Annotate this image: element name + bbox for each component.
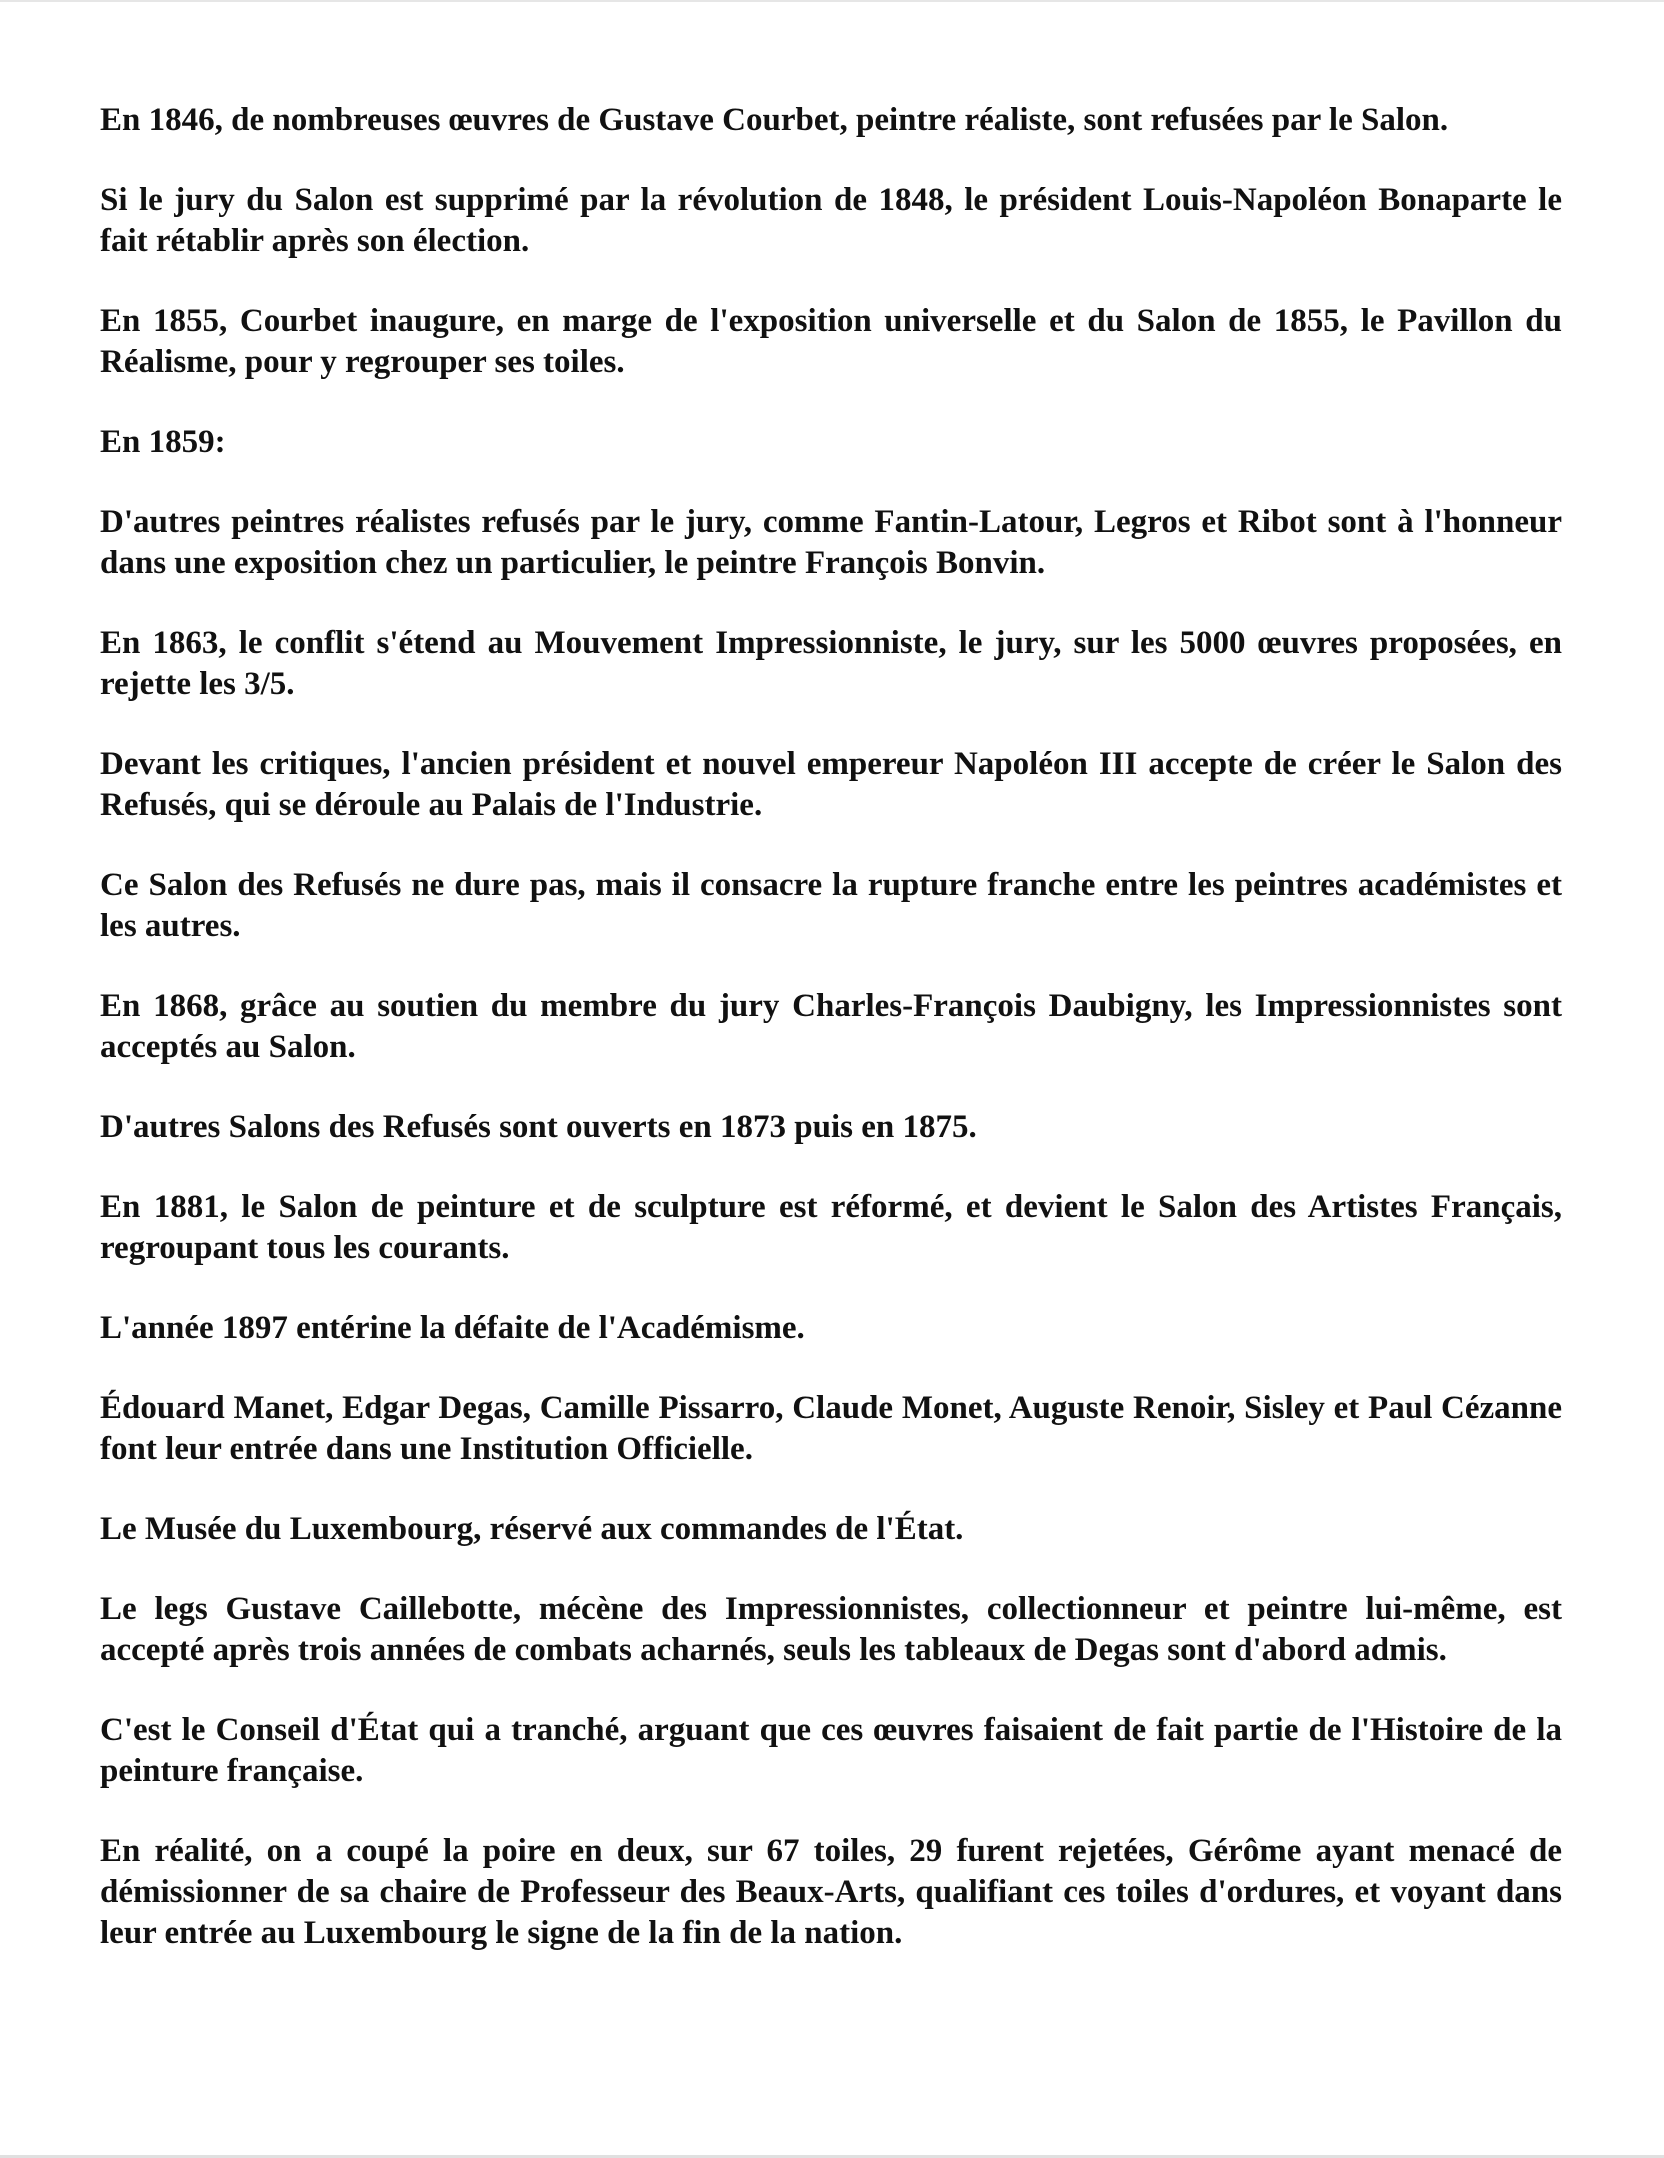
paragraph-1848: Si le jury du Salon est supprimé par la révolution de 1848, le président Louis-Napoléon Bonaparte le fait rétablir après son élection.	[100, 182, 1562, 259]
paragraph-musee-luxembourg: Le Musée du Luxembourg, réservé aux commandes de l'État.	[100, 1511, 964, 1547]
document-body	[100, 100, 1562, 1954]
paragraph-1859-heading: En 1859:	[100, 424, 226, 460]
paragraph-conseil-etat: C'est le Conseil d'État qui a tranché, arguant que ces œuvres faisaient de fait partie de l'Histoire de la peinture française.	[100, 1712, 1562, 1789]
paragraph-rupture: Ce Salon des Refusés ne dure pas, mais il consacre la rupture franche entre les peintres académistes et les autres.	[100, 867, 1562, 944]
paragraph-impressionists: Édouard Manet, Edgar Degas, Camille Pissarro, Claude Monet, Auguste Renoir, Sisley et Paul Cézanne font leur entrée dans une Institution Officielle.	[100, 1390, 1562, 1467]
paragraph-caillebotte: Le legs Gustave Caillebotte, mécène des Impressionnistes, collectionneur et peintre lui-même, est accepté après trois années de combats acharnés, seuls les tableaux de Degas sont d'abord admis.	[100, 1591, 1562, 1668]
paragraph-1868: En 1868, grâce au soutien du membre du jury Charles-François Daubigny, les Impressionnistes sont acceptés au Salon.	[100, 988, 1562, 1065]
paragraph-salon-des-refuses: Devant les critiques, l'ancien président et nouvel empereur Napoléon III accepte de créer le Salon des Refusés, qui se déroule au Palais de l'Industrie.	[100, 746, 1562, 823]
paragraph-realite: En réalité, on a coupé la poire en deux, sur 67 toiles, 29 furent rejetées, Gérôme ayant menacé de démissionner de sa chaire de Professeur des Beaux-Arts, qualifiant ces toiles d'ordures, et voyant dans leur entrée au Luxembourg le signe de la fin de la nation.	[100, 1833, 1562, 1951]
paragraph-1873-1875: D'autres Salons des Refusés sont ouverts en 1873 puis en 1875.	[100, 1109, 977, 1145]
paragraph-1855: En 1855, Courbet inaugure, en marge de l'exposition universelle et du Salon de 1855, le Pavillon du Réalisme, pour y regrouper ses toiles.	[100, 303, 1562, 380]
top-edge-line	[0, 0, 1664, 2]
paragraph-1881: En 1881, le Salon de peinture et de sculpture est réformé, et devient le Salon des Artistes Français, regroupant tous les courants.	[100, 1189, 1562, 1266]
paragraph-1846: En 1846, de nombreuses œuvres de Gustave Courbet, peintre réaliste, sont refusées par le Salon.	[100, 102, 1449, 138]
paragraph-1897: L'année 1897 entérine la défaite de l'Académisme.	[100, 1310, 805, 1346]
paragraph-1859-exhibition: D'autres peintres réalistes refusés par le jury, comme Fantin-Latour, Legros et Ribot sont à l'honneur dans une exposition chez un particulier, le peintre François Bonvin.	[100, 504, 1562, 581]
paragraph-1863: En 1863, le conflit s'étend au Mouvement Impressionniste, le jury, sur les 5000 œuvres proposées, en rejette les 3/5.	[100, 625, 1562, 702]
